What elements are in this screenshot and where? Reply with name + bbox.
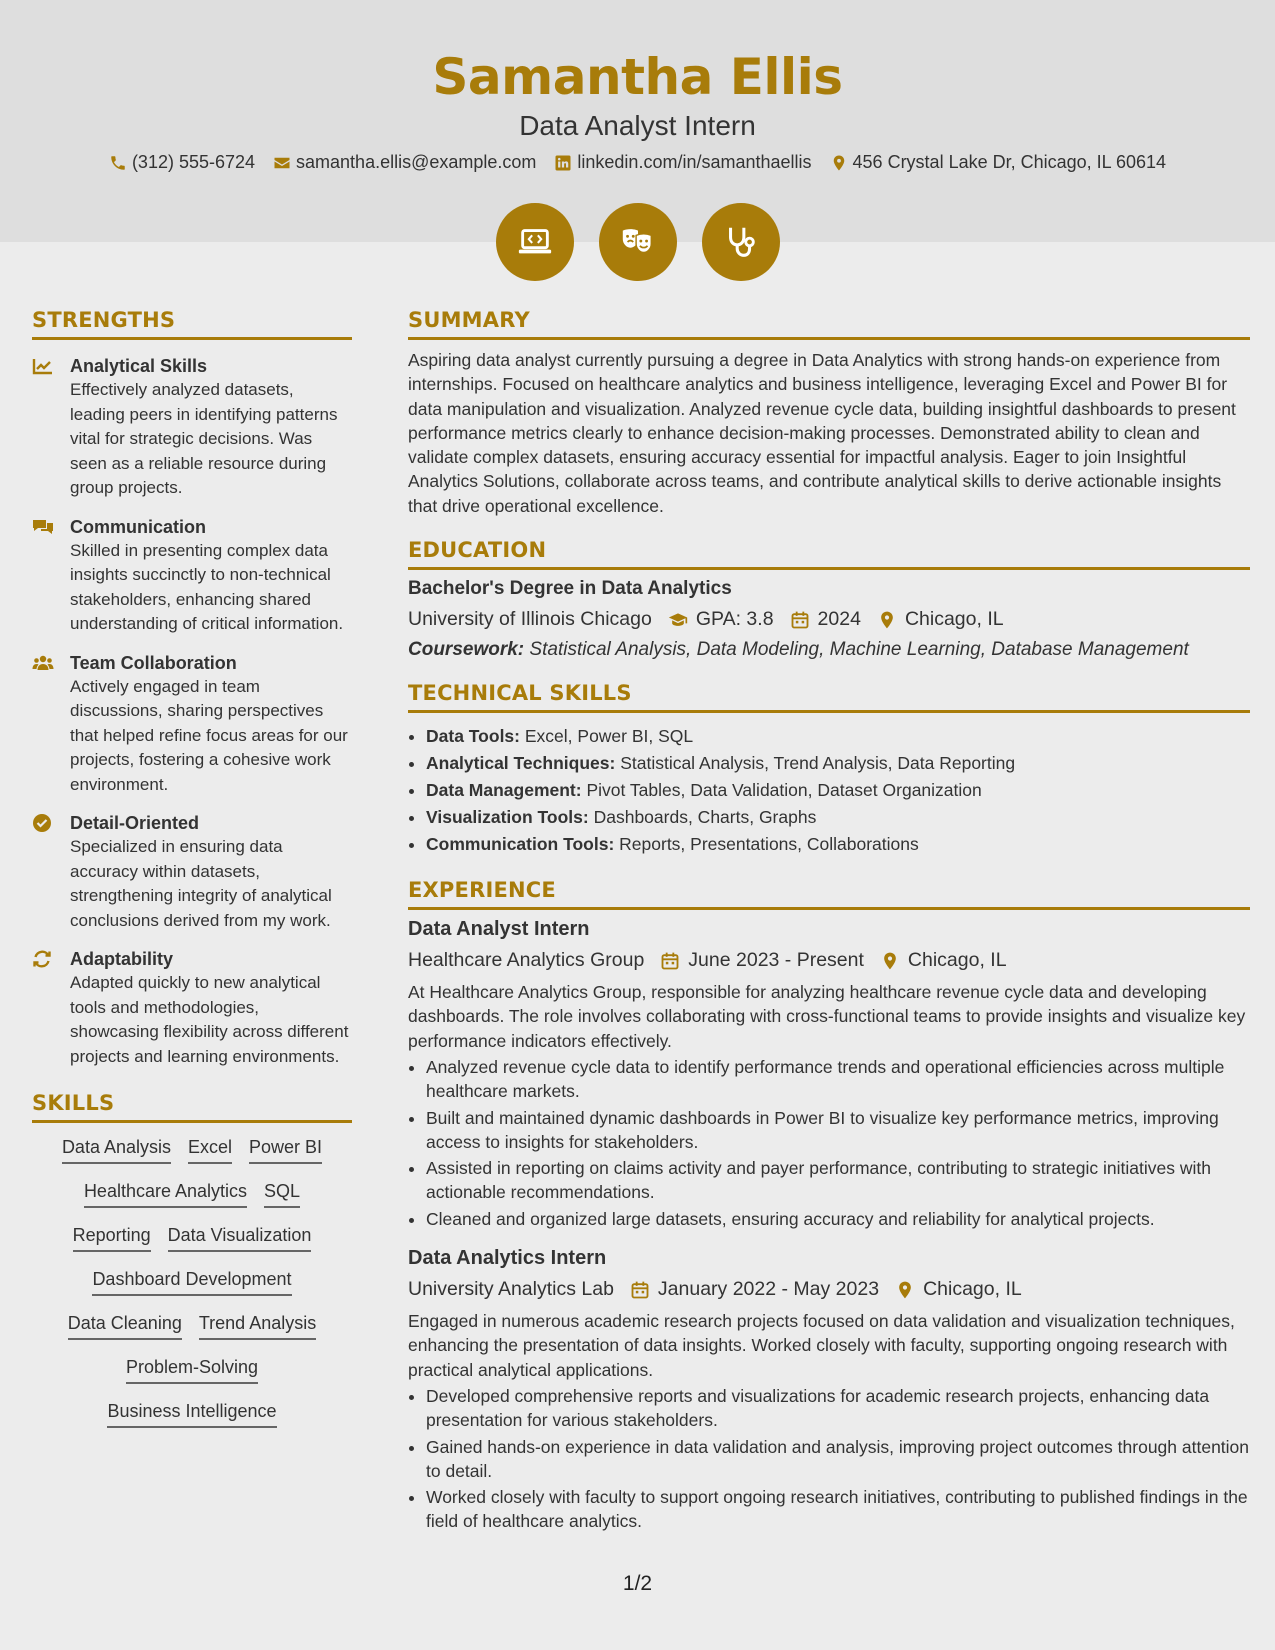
- tech-value: Excel, Power BI, SQL: [524, 726, 694, 747]
- skill-tag: Reporting: [73, 1223, 151, 1252]
- calendar-icon: [660, 951, 680, 971]
- right-column: [408, 308, 1250, 1534]
- job-meta: [408, 1278, 1250, 1301]
- experience-section: [408, 878, 1250, 1534]
- coursework-label: Coursework:: [408, 639, 525, 661]
- job-title: Data Analytics Intern: [408, 1247, 607, 1270]
- summary-section: [408, 308, 1250, 518]
- degree-title: Bachelor's Degree in Data Analytics: [408, 578, 732, 600]
- tech-label: Visualization Tools:: [426, 807, 589, 828]
- check-circle-icon: [32, 813, 54, 833]
- education-section: [408, 538, 1250, 661]
- sync-icon: [32, 949, 54, 969]
- tech-label: Data Management:: [426, 780, 582, 801]
- calendar-icon: [790, 610, 810, 630]
- tech-value: Statistical Analysis, Trend Analysis, Data Reporting: [620, 753, 1016, 774]
- address-text: 456 Crystal Lake Dr, Chicago, IL 60614: [852, 152, 1167, 172]
- list-item: • Built and maintained dynamic dashboards in Power BI to visualize key performance metrics, improving access to insights for stakeholders.: [426, 1106, 1250, 1155]
- tech-value: Pivot Tables, Data Validation, Dataset Organization: [586, 780, 982, 801]
- interest-badges: [0, 203, 1275, 281]
- list-item: • Cleaned and organized large datasets, ensuring accuracy and reliability for analytical projects.: [426, 1207, 1250, 1231]
- job-location: Chicago, IL: [907, 949, 1007, 972]
- skill-tag: Business Intelligence: [107, 1399, 276, 1428]
- skills-heading: SKILLS: [32, 1091, 352, 1123]
- comments-icon: [32, 517, 54, 537]
- calendar-icon: [630, 1280, 650, 1300]
- strength-title: Detail-Oriented: [70, 813, 200, 833]
- contact-row: [0, 152, 1275, 173]
- users-icon: [32, 653, 54, 673]
- job-title: Data Analyst Intern: [408, 918, 590, 941]
- list-item: • Gained hands-on experience in data validation and analysis, improving project outcomes through attention to detail.: [426, 1435, 1250, 1484]
- job-description: At Healthcare Analytics Group, responsible for analyzing healthcare revenue cycle data and developing dashboards. The role involves collaborating with cross-functional teams to provide insights and visualize key performance indicators effectively.: [408, 982, 1246, 1051]
- coursework-line: [408, 639, 1250, 661]
- skill-tag: Power BI: [249, 1135, 322, 1164]
- job-bullets: [408, 1055, 1250, 1231]
- list-item: [426, 804, 1250, 831]
- linkedin-text: linkedin.com/in/samanthaellis: [577, 152, 812, 172]
- company-name: University Analytics Lab: [408, 1278, 614, 1301]
- strengths-section: [32, 308, 352, 1069]
- list-item: • Worked closely with faculty to support ongoing research initiatives, contributing to published findings in the field of healthcare analytics.: [426, 1485, 1250, 1534]
- strength-desc: Effectively analyzed datasets, leading peers in identifying patterns vital for strategic decisions. Was seen as a reliable resource during group projects.: [70, 380, 338, 497]
- summary-text: Aspiring data analyst currently pursuing a degree in Data Analytics with strong hands-on experience from internships. Focused on healthcare analytics and business intelligence, leveraging Excel and Power BI for data manipulation and visualization. Analyzed revenue cycle data, building insightful dashboards to present performance metrics clearly to enhance decision-making processes. Demonstrated ability to clean and validate complex datasets, ensuring accuracy essential for impactful analysis. Eager to join Insightful Analytics Solutions, collaborate across teams, and contribute analytical skills to derive actionable insights that drive operational excellence.: [408, 350, 1236, 516]
- strength-item: [32, 354, 352, 501]
- education-heading: EDUCATION: [408, 538, 1250, 570]
- left-column: [32, 308, 352, 1443]
- theater-masks-icon: [619, 223, 657, 261]
- contact-linkedin[interactable]: [554, 152, 811, 173]
- job-dates: January 2022 - May 2023: [657, 1278, 880, 1301]
- technical-skills-section: [408, 681, 1250, 858]
- skill-row: [32, 1399, 352, 1428]
- strength-desc: Actively engaged in team discussions, sharing perspectives that helped refine focus areas for our projects, fostering a cohesive work environment.: [70, 676, 348, 794]
- tech-value: Reports, Presentations, Collaborations: [619, 834, 919, 855]
- job-meta: [408, 949, 1250, 972]
- candidate-title: Data Analyst Intern: [519, 110, 756, 141]
- strength-desc: Specialized in ensuring data accuracy within datasets, strengthening integrity of analytical conclusions derived from my work.: [70, 837, 332, 930]
- chart-line-icon: [32, 356, 54, 376]
- job-location: Chicago, IL: [923, 1278, 1022, 1301]
- tech-label: Communication Tools:: [426, 834, 615, 855]
- strength-title: Adaptability: [70, 949, 174, 969]
- strength-title: Team Collaboration: [70, 652, 237, 673]
- page-indicator: 1/2: [622, 1572, 653, 1595]
- skill-tag: Data Cleaning: [68, 1311, 182, 1340]
- list-item: • Developed comprehensive reports and visualizations for academic research projects, enhancing data presentation for various stakeholders.: [426, 1384, 1250, 1433]
- skill-tag: Problem-Solving: [126, 1355, 258, 1384]
- map-marker-icon: [830, 154, 848, 172]
- experience-heading: EXPERIENCE: [408, 878, 1250, 910]
- map-marker-icon: [895, 1280, 915, 1300]
- strength-title: Communication: [70, 516, 207, 537]
- strength-item: [32, 947, 352, 1069]
- skill-tag: Data Visualization: [168, 1223, 312, 1252]
- map-marker-icon: [877, 610, 897, 630]
- gpa-text: GPA: 3.8: [695, 608, 774, 631]
- map-marker-icon: [880, 951, 900, 971]
- school-name: University of Illinois Chicago: [408, 608, 652, 631]
- candidate-name: Samantha Ellis: [432, 48, 843, 106]
- strength-desc: Skilled in presenting complex data insights succinctly to non-technical stakeholders, enhancing shared understanding of critical information.: [70, 540, 344, 633]
- laptop-code-badge: [496, 203, 574, 281]
- skill-tag: Data Analysis: [62, 1135, 171, 1164]
- list-item: [426, 723, 1250, 750]
- laptop-code-icon: [516, 223, 554, 261]
- skill-tag: Dashboard Development: [92, 1267, 291, 1296]
- education-meta: [408, 608, 1250, 631]
- skill-row: [32, 1355, 352, 1384]
- email-text: samantha.ellis@example.com: [296, 152, 537, 172]
- coursework-list: Statistical Analysis, Data Modeling, Machine Learning, Database Management: [529, 639, 1189, 661]
- strength-item: [32, 811, 352, 933]
- company-name: Healthcare Analytics Group: [408, 949, 645, 972]
- skill-tag: Trend Analysis: [199, 1311, 316, 1340]
- skill-tag: Healthcare Analytics: [84, 1179, 247, 1208]
- theater-masks-badge: [599, 203, 677, 281]
- skill-row: [32, 1135, 352, 1164]
- strength-item: [32, 651, 352, 798]
- skill-row: [32, 1311, 352, 1340]
- job-dates: June 2023 - Present: [688, 949, 864, 972]
- phone-icon: [109, 154, 127, 172]
- graduation-year: 2024: [817, 608, 861, 631]
- envelope-icon: [273, 154, 291, 172]
- stethoscope-badge: [702, 203, 780, 281]
- stethoscope-icon: [722, 223, 760, 261]
- tech-value: Dashboards, Charts, Graphs: [593, 807, 817, 828]
- education-location: Chicago, IL: [904, 608, 1004, 631]
- contact-email[interactable]: [273, 152, 536, 173]
- job-bullets: [408, 1384, 1250, 1534]
- skill-row: [32, 1223, 352, 1252]
- strength-item: [32, 515, 352, 637]
- strength-title: Analytical Skills: [70, 356, 208, 376]
- strength-desc: Adapted quickly to new analytical tools and methodologies, showcasing flexibility across different projects and learning environments.: [70, 973, 349, 1066]
- summary-heading: SUMMARY: [408, 308, 1250, 340]
- job-description: Engaged in numerous academic research projects focused on data validation and visualization techniques, enhancing the presentation of data insights. Worked closely with faculty, supporting ongoing research with practical analytical applications.: [408, 1311, 1235, 1380]
- skill-tag: SQL: [264, 1179, 300, 1208]
- graduation-cap-icon: [668, 610, 688, 630]
- list-item: • Assisted in reporting on claims activity and payer performance, contributing to strategic initiatives with actionable recommendations.: [426, 1156, 1250, 1205]
- list-item: [426, 750, 1250, 777]
- tech-label: Analytical Techniques:: [426, 753, 616, 774]
- skill-row: [32, 1179, 352, 1208]
- list-item: [426, 777, 1250, 804]
- phone-text: (312) 555-6724: [131, 152, 256, 172]
- tech-label: Data Tools:: [426, 726, 520, 747]
- strengths-heading: STRENGTHS: [32, 308, 352, 340]
- job-entry: [408, 918, 1250, 1231]
- technical-skills-list: [408, 723, 1250, 858]
- list-item: [426, 831, 1250, 858]
- job-entry: [408, 1247, 1250, 1534]
- contact-phone[interactable]: [109, 152, 255, 173]
- technical-skills-heading: TECHNICAL SKILLS: [408, 681, 1250, 713]
- skill-tag: Excel: [188, 1135, 232, 1164]
- list-item: • Analyzed revenue cycle data to identify performance trends and operational efficiencies across multiple healthcare markets.: [426, 1055, 1250, 1104]
- linkedin-icon: [554, 154, 572, 172]
- skills-section: [32, 1091, 352, 1428]
- contact-address: [830, 152, 1167, 173]
- skill-row: [32, 1267, 352, 1296]
